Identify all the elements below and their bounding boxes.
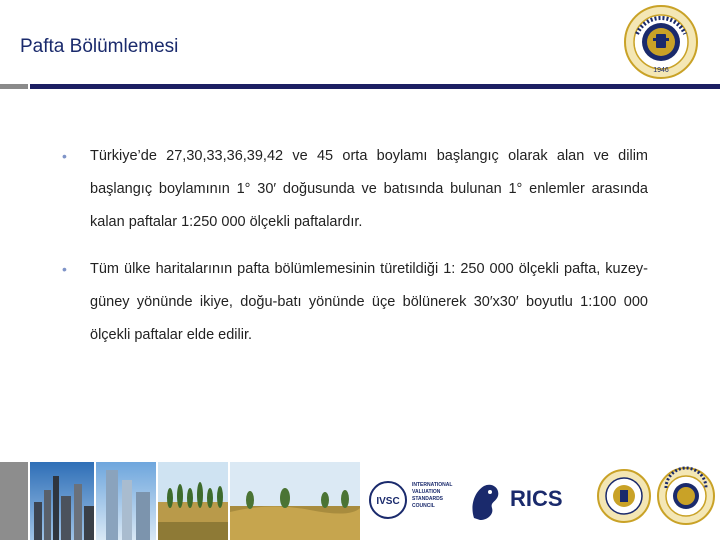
bullet-dot-icon: • xyxy=(62,148,67,164)
bullet-text: Türkiye’de 27,30,33,36,39,42 ve 45 orta boylamı başlangıç olarak alan ve dilim başlangıç boylamının 1° 30′ doğusunda ve batısında bulunan 1° enlemler arasında kalan paftalar 1:250 000 ölçekli paftalardır. xyxy=(90,148,648,230)
bullet-item xyxy=(62,140,648,239)
rics-lion-icon xyxy=(468,478,504,524)
title-rule xyxy=(0,84,720,89)
bullet-item xyxy=(62,253,648,352)
footer-banner xyxy=(0,462,720,540)
bullet-dot-icon: • xyxy=(62,261,67,277)
towers-photo xyxy=(96,462,156,540)
svg-text:IVSC: IVSC xyxy=(376,496,400,507)
rics-logo xyxy=(468,476,580,526)
university-seal-logo xyxy=(623,4,699,80)
ivsc-emblem-icon xyxy=(368,480,408,520)
ivsc-text: INTERNATIONAL VALUATION STANDARDS COUNCIL xyxy=(412,482,453,509)
bullet-list xyxy=(62,140,648,366)
slide-title: Pafta Bölümlemesi xyxy=(20,36,179,57)
landscape-photo xyxy=(158,462,228,540)
university-seal-footer-logo xyxy=(656,466,716,526)
city-skyline-photo xyxy=(30,462,94,540)
bullet-text: Tüm ülke haritalarının pafta bölümlemesinin türetildiği 1: 250 000 ölçekli pafta, kuzey-güney yönünde ikiye, doğu-batı yönünde üçe bölünerek 30′x30′ boyutlu 1:100 000 ölçekli paftalar elde edilir. xyxy=(90,261,648,343)
faculty-seal-logo xyxy=(596,468,652,524)
countryside-photo xyxy=(230,462,360,540)
seal-year: 1946 xyxy=(653,67,669,74)
footer-grey-strip xyxy=(0,462,28,540)
rics-text: RICS xyxy=(510,486,563,511)
ivsc-logo xyxy=(368,476,460,524)
